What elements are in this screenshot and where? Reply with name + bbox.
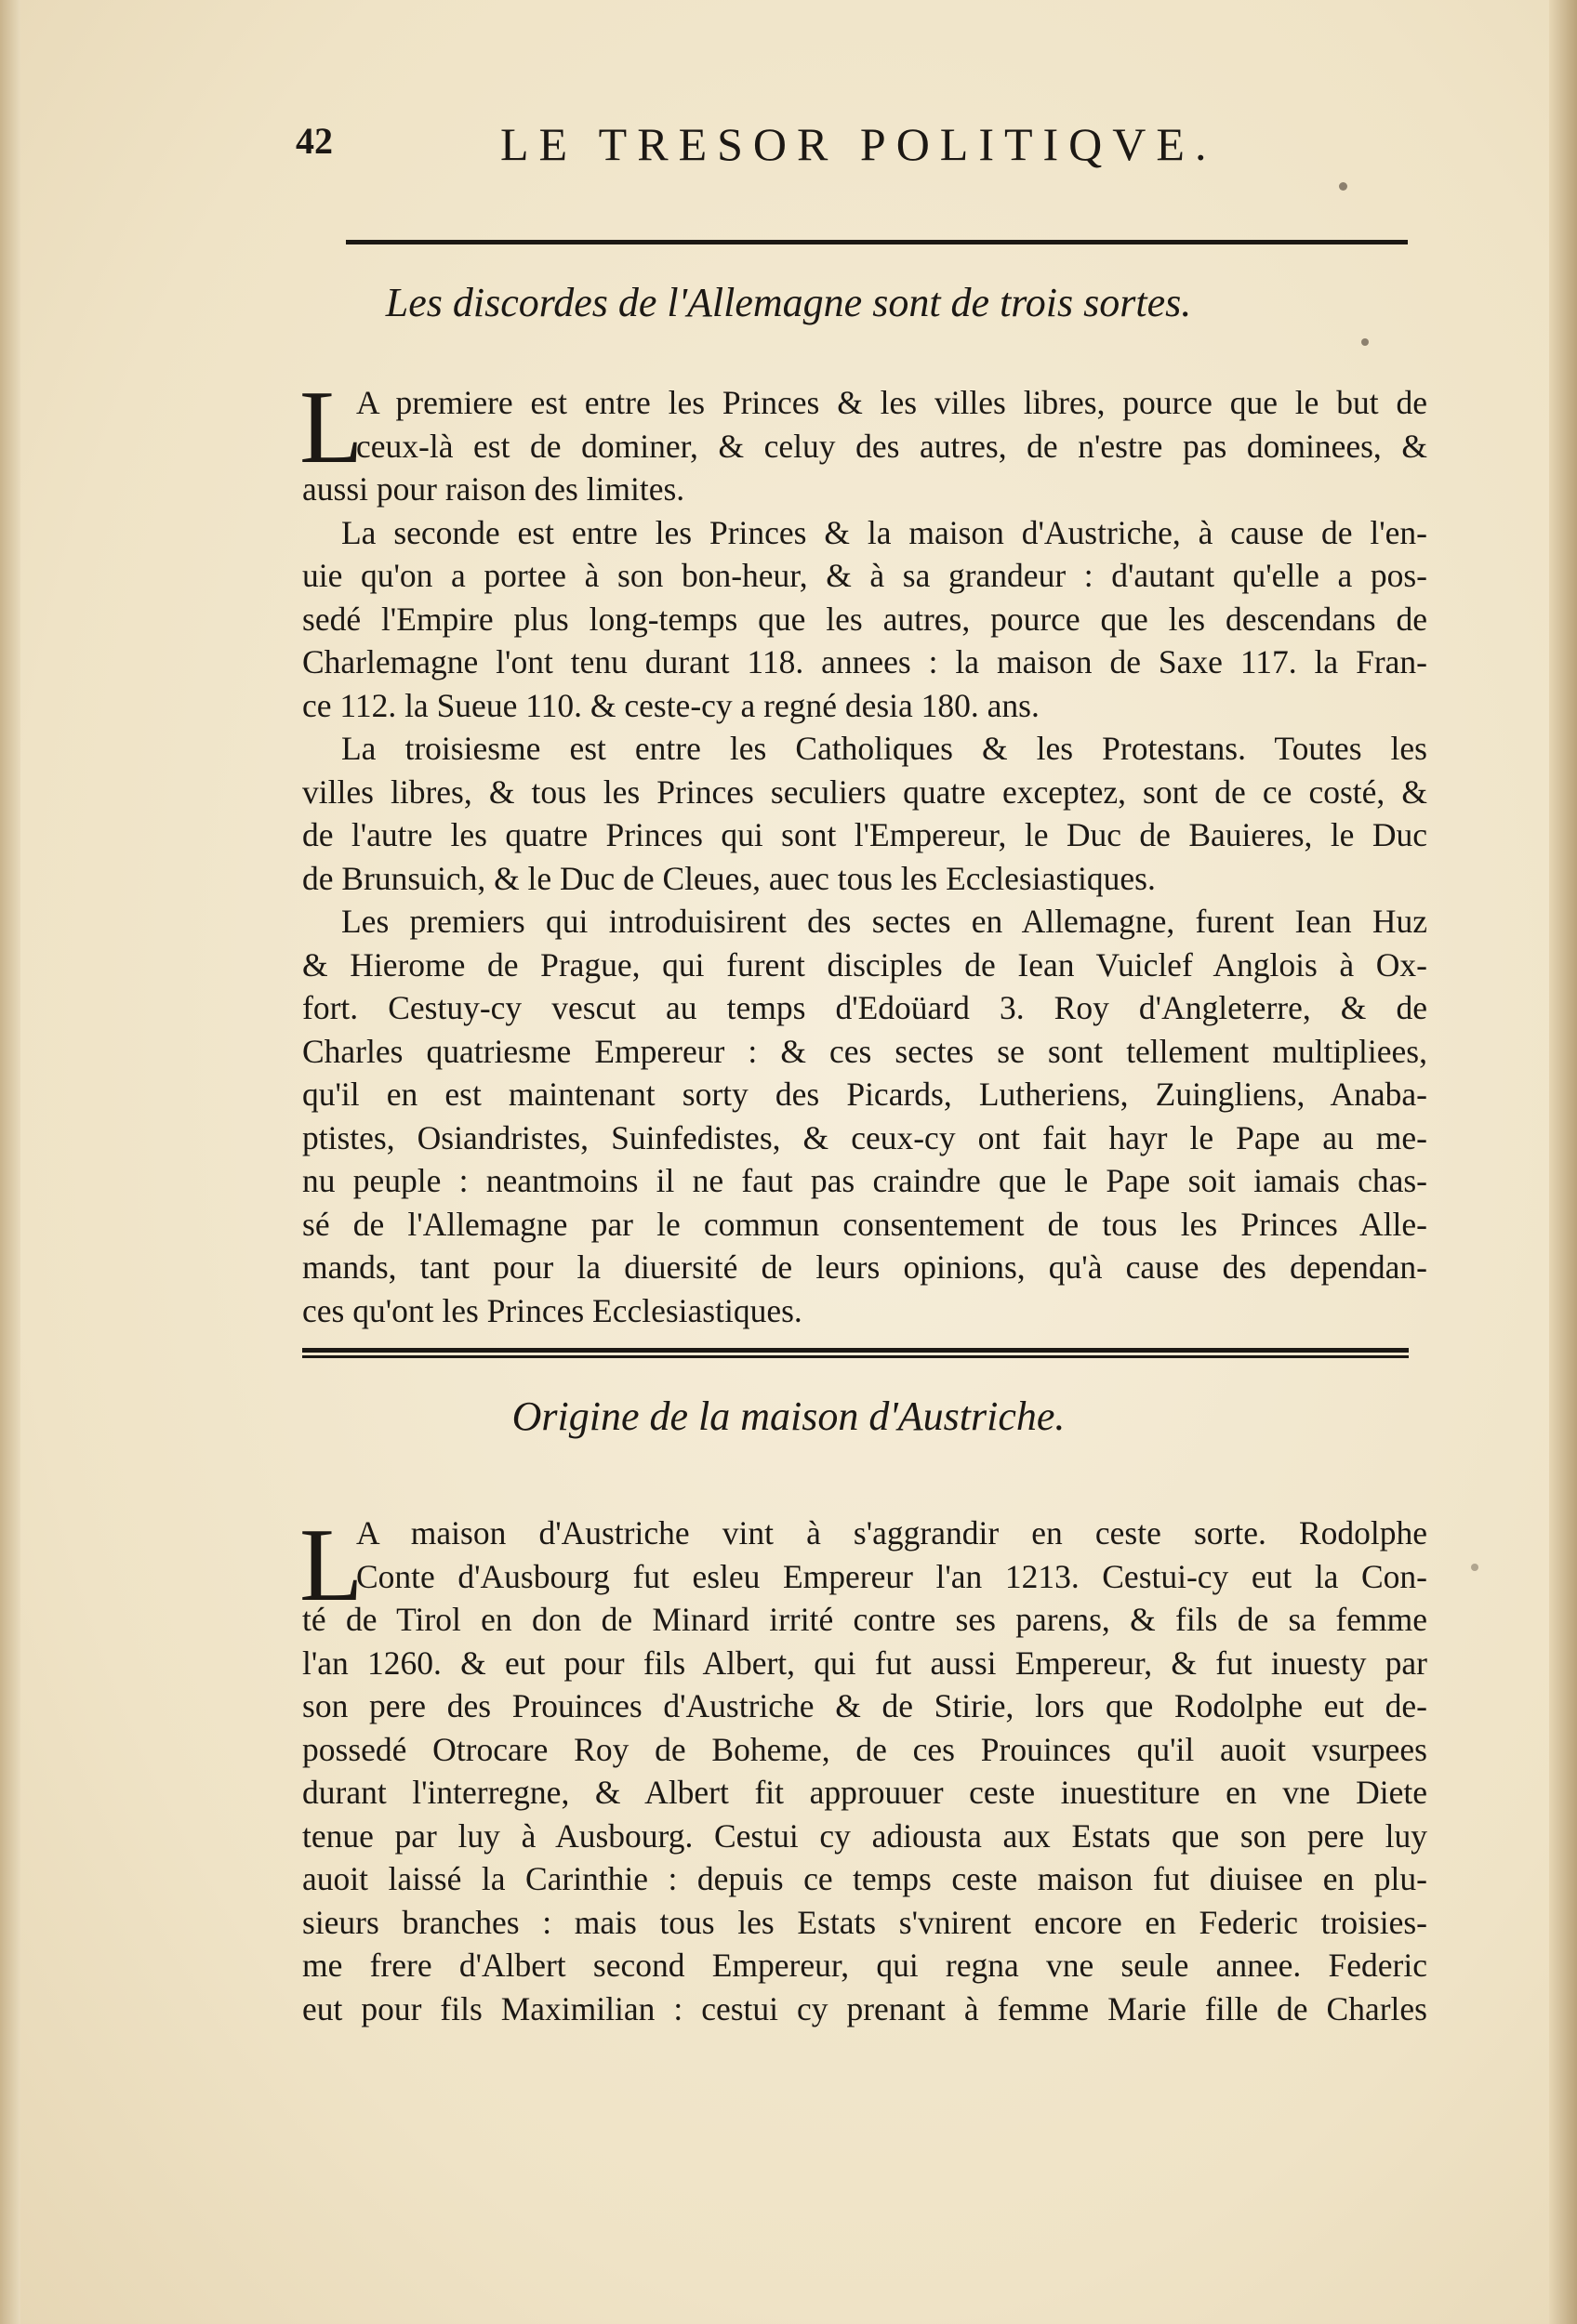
text-line: villes libres, & tous les Princes seculiers quatre exceptez, sont de ce costé, & (302, 772, 1427, 811)
text-line: auoit laissé la Carinthie : depuis ce temps ceste maison fut diuisee en plu- (302, 1860, 1427, 1897)
text-line: & Hierome de Prague, qui furent disciples de Iean Vuiclef Anglois à Ox- (302, 945, 1427, 984)
text-line: durant l'interregne, & Albert fit approuuer ceste inuestiture en vne Diete (302, 1774, 1427, 1811)
top-divider-rule (346, 240, 1408, 244)
text-line: de Brunsuich, & le Duc de Cleues, auec tous les Ecclesiastiques. (302, 859, 1156, 897)
section1-heading: Les discordes de l'Allemagne sont de trois sortes. (385, 280, 1192, 325)
section2-text (302, 1512, 1427, 2030)
running-title: LE TRESOR POLITIQVE. (500, 118, 1217, 170)
text-line: eut pour fils Maximilian : cestui cy prenant à femme Marie fille de Charles (302, 1989, 1427, 2027)
text-line: ceux-là est de dominer, & celuy des autres, de n'estre pas dominees, & (356, 427, 1427, 465)
text-line: mands, tant pour la diuersité de leurs opinions, qu'à cause des dependan- (302, 1248, 1427, 1286)
text-line: possedé Otrocare Roy de Boheme, de ces Prouinces qu'il auoit vsurpees (302, 1730, 1427, 1768)
text-line: A premiere est entre les Princes & les villes libres, pource que le but de (356, 384, 1427, 421)
page-number: 42 (296, 120, 333, 162)
section1-text (302, 381, 1427, 1332)
text-line: l'an 1260. & eut pour fils Albert, qui fut aussi Empereur, & fut inuesty par (302, 1644, 1427, 1682)
text-line: ce 112. la Sueue 110. & ceste-cy a regné desia 180. ans. (302, 686, 1040, 724)
section1-dropcap: L (299, 370, 364, 485)
text-line: de l'autre les quatre Princes qui sont l'Empereur, le Duc de Bauieres, le Duc (302, 816, 1427, 853)
ink-speck (1471, 1564, 1478, 1571)
text-line: té de Tirol en don de Minard irrité contre ses parens, & fils de sa femme (302, 1601, 1427, 1638)
text-line: ptistes, Osiandristes, Suinfedistes, & ceux-cy ont fait hayr le Pape au me- (302, 1118, 1427, 1156)
text-line: Les premiers qui introduisirent des sectes en Allemagne, furent Iean Huz (341, 903, 1427, 940)
text-line: Charlemagne l'ont tenu durant 118. annees : la maison de Saxe 117. la Fran- (302, 643, 1427, 680)
text-line: sedé l'Empire plus long-temps que les autres, pource que les descendans de (302, 600, 1427, 638)
text-line: Charles quatriesme Empereur : & ces sectes se sont tellement multipliees, (302, 1032, 1427, 1070)
middle-divider-rule (302, 1348, 1409, 1353)
text-line: fort. Cestuy-cy vescut au temps d'Edoüard 3. Roy d'Angleterre, & de (302, 989, 1427, 1026)
text-line: ces qu'ont les Princes Ecclesiastiques. (302, 1291, 802, 1329)
text-line: aussi pour raison des limites. (302, 470, 685, 508)
text-line: La troisiesme est entre les Catholiques & les Protestans. Toutes les (341, 730, 1427, 767)
text-line: sé de l'Allemagne par le commun consentement de tous les Princes Alle- (302, 1205, 1427, 1243)
text-line: tenue par luy à Ausbourg. Cestui cy adiousta aux Estats que son pere luy (302, 1816, 1427, 1855)
page-left-edge (0, 0, 20, 2324)
text-line: nu peuple : neantmoins il ne faut pas craindre que le Pape soit iamais chas- (302, 1162, 1427, 1199)
text-line: sieurs branches : mais tous les Estats s'vnirent encore en Federic troisies- (302, 1903, 1427, 1941)
text-line: La seconde est entre les Princes & la maison d'Austriche, à cause de l'en- (341, 513, 1427, 551)
text-line: uie qu'on a portee à son bon-heur, & à sa grandeur : d'autant qu'elle a pos- (302, 557, 1427, 594)
section2-dropcap: L (299, 1508, 364, 1623)
text-line: A maison d'Austriche vint à s'aggrandir en ceste sorte. Rodolphe (356, 1514, 1427, 1552)
text-line: qu'il en est maintenant sorty des Picards, Lutheriens, Zuingliens, Anaba- (302, 1076, 1427, 1113)
ink-speck (1339, 182, 1347, 191)
middle-divider-rule-lower (302, 1355, 1409, 1358)
text-line: son pere des Prouinces d'Austriche & de Stirie, lors que Rodolphe eut de- (302, 1687, 1427, 1724)
section2-heading: Origine de la maison d'Austriche. (511, 1393, 1066, 1439)
text-line: Conte d'Ausbourg fut esleu Empereur l'an 1213. Cestui-cy eut la Con- (356, 1557, 1427, 1595)
page-header (296, 119, 1328, 175)
ink-speck (1361, 338, 1369, 346)
page-right-edge (1549, 0, 1577, 2324)
text-line: me frere d'Albert second Empereur, qui regna vne seule annee. Federic (302, 1947, 1427, 1984)
